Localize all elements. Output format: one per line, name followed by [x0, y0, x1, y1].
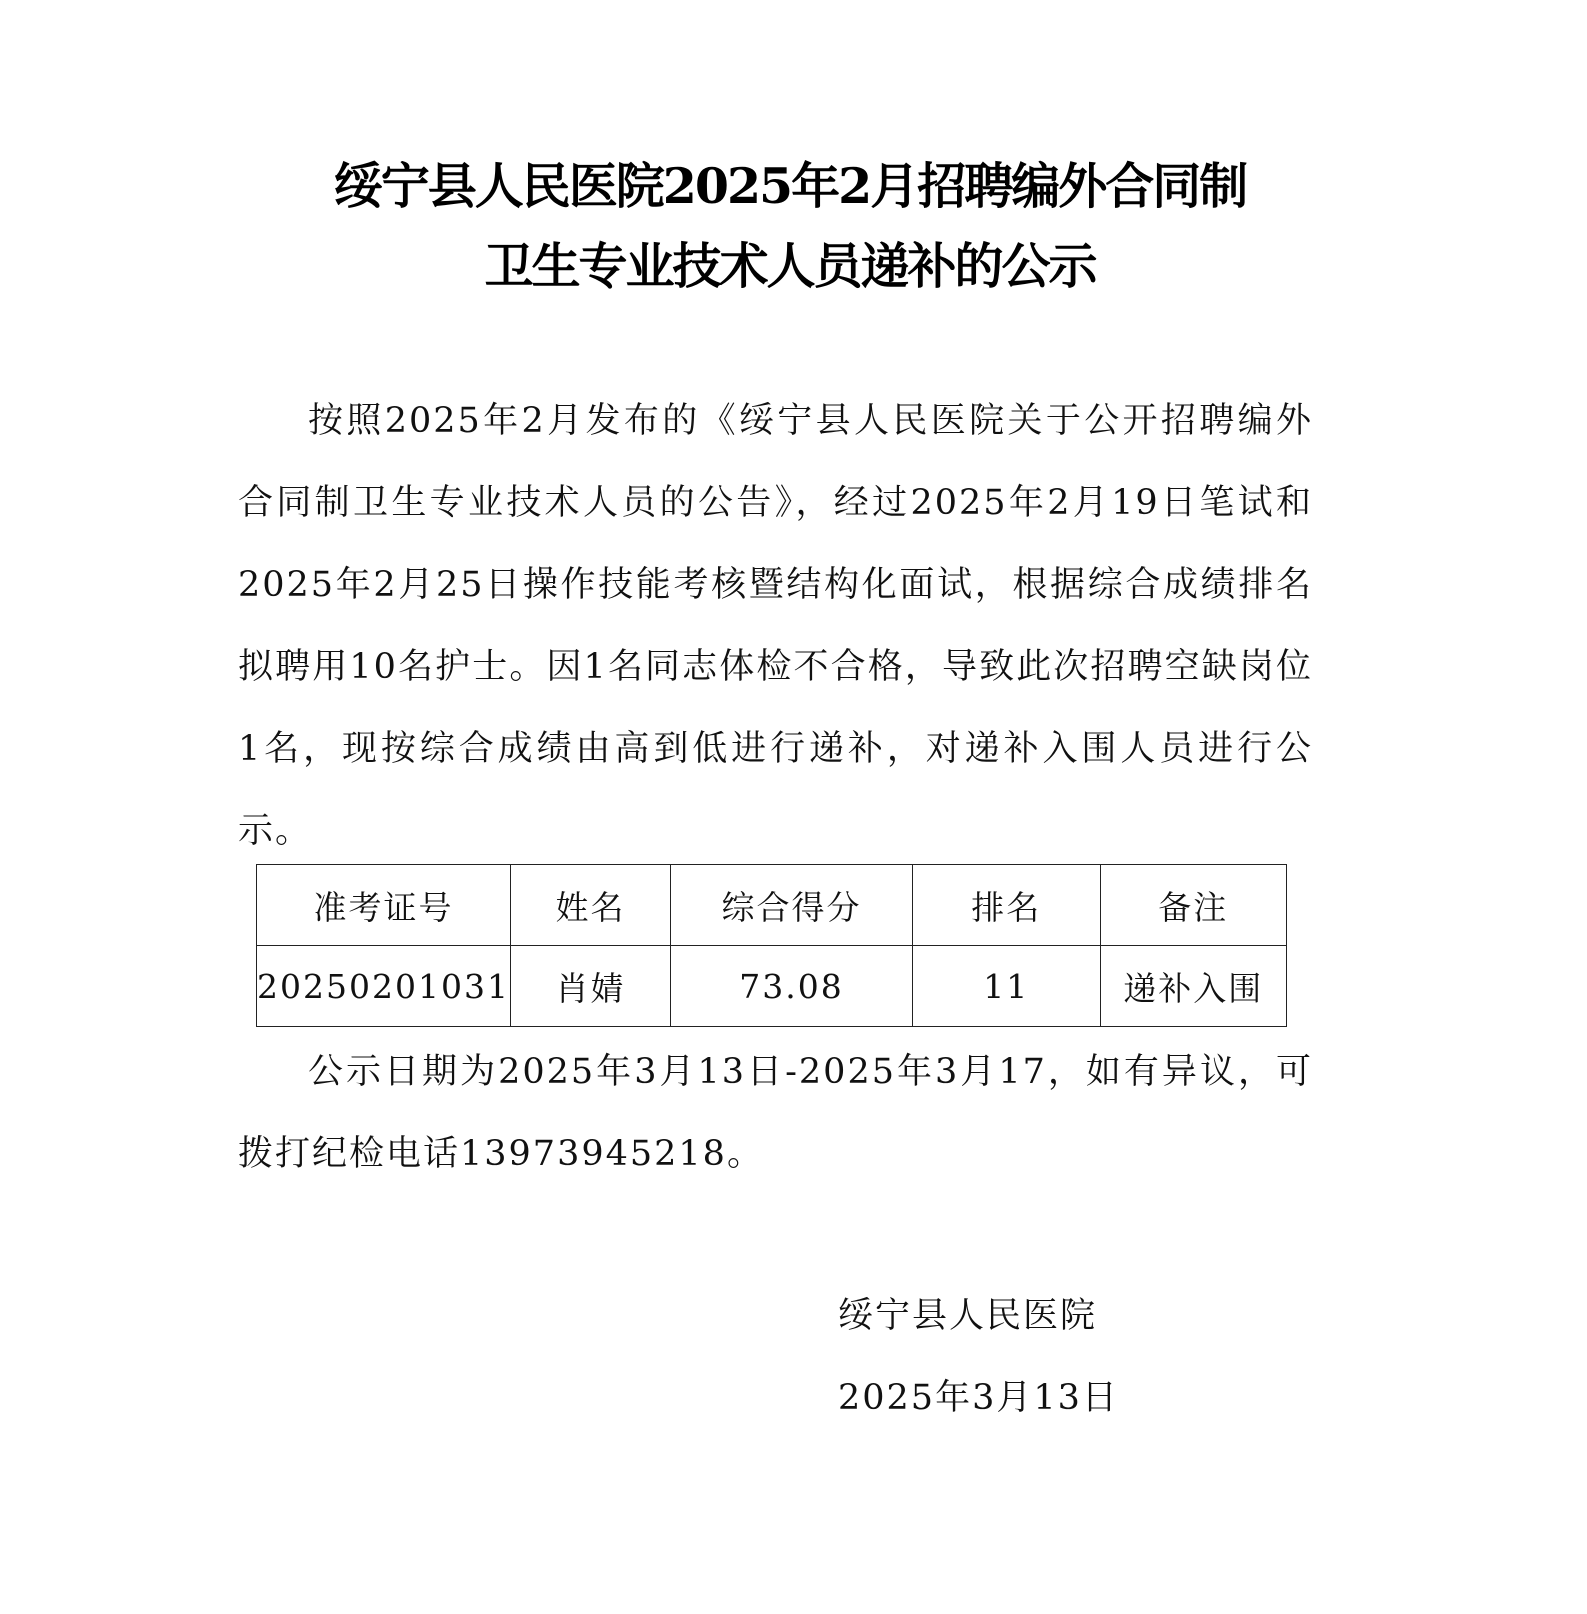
table-header-row: [257, 865, 1287, 946]
document-title-line-2: 卫生专业技术人员递补的公示: [484, 237, 1096, 295]
header-remark: 备注: [1100, 865, 1286, 946]
header-rank: 排名: [912, 865, 1100, 946]
result-table: [256, 864, 1287, 1027]
table-row: [257, 946, 1287, 1027]
body-paragraph-1: 按照2025年2月发布的《绥宁县人民医院关于公开招聘编外合同制卫生专业技术人员的公告》，经过2025年2月19日笔试和2025年2月25日操作技能考核暨结构化面试，根据综合成绩排名拟聘用10名护士。因1名同志体检不合格，导致此次招聘空缺岗位1名，现按综合成绩由高到低进行递补，对递补入围人员进行公示。: [238, 401, 1313, 851]
header-score: 综合得分: [671, 865, 913, 946]
cell-exam-number: 20250201031: [257, 946, 511, 1027]
document-title-line-1: 绥宁县人民医院2025年2月招聘编外合同制: [333, 157, 1247, 215]
signature-date: 2025年3月13日: [838, 1378, 1119, 1418]
cell-rank: 11: [912, 946, 1100, 1027]
cell-score: 73.08: [671, 946, 913, 1027]
cell-name: 肖婧: [510, 946, 670, 1027]
header-name: 姓名: [510, 865, 670, 946]
header-exam-number: 准考证号: [257, 865, 511, 946]
body-paragraph-2: 公示日期为2025年3月13日-2025年3月17，如有异议，可拨打纪检电话13973945218。: [238, 1052, 1313, 1174]
cell-remark: 递补入围: [1100, 946, 1286, 1027]
signature-organization: 绥宁县人民医院: [838, 1296, 1098, 1336]
